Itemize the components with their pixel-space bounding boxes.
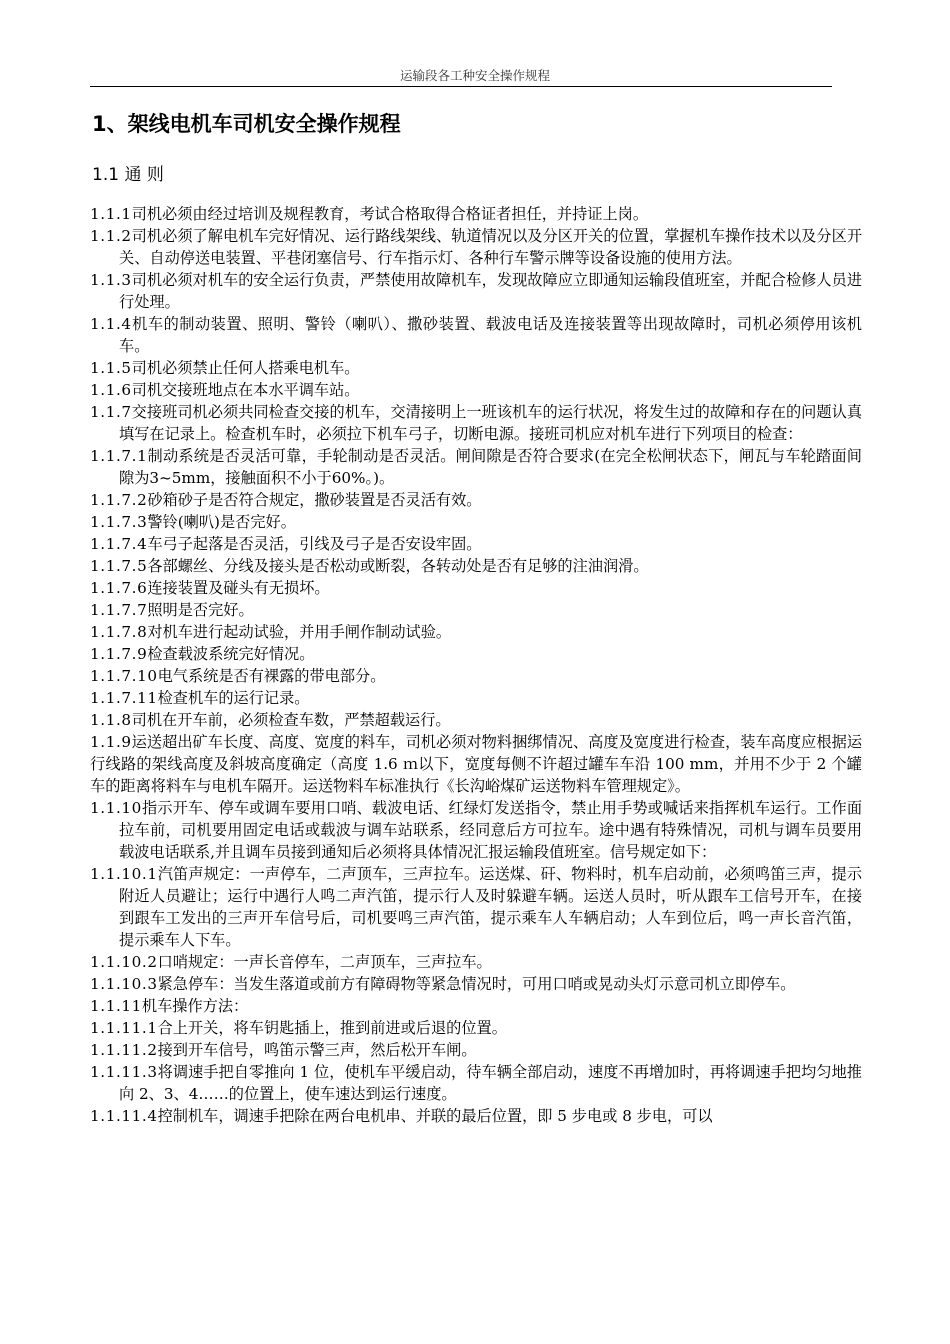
clause-paragraph [90, 313, 862, 357]
clause-paragraph [90, 951, 862, 973]
clause-paragraph [90, 445, 862, 489]
clause-text: 指示开车、停车或调车要用口哨、载波电话、红绿灯发送指令，禁止用手势或喊话来指挥机车运行。工作面拉车前，司机要用固定电话或载波与调车站联系，经同意后方可拉车。途中遇有特殊情况，司机与调车员要用载波电话联系,并且调车员接到通知后必须将具体情况汇报运输段值班室。信号规定如下： [119, 799, 862, 861]
clause-text: 接到开车信号，鸣笛示警三声，然后松开车闸。 [157, 1041, 477, 1059]
clause-text: 司机必须禁止任何人搭乘电机车。 [131, 359, 360, 377]
clause-text: 司机必须由经过培训及规程教育，考试合格取得合格证者担任，并持证上岗。 [131, 205, 649, 223]
clause-number: 1.1.7.7 [90, 601, 148, 619]
clause-text: 检查载波系统完好情况。 [147, 645, 315, 663]
clause-text: 各部螺丝、分线及接头是否松动或断裂，各转动处是否有足够的注油润滑。 [147, 557, 649, 575]
clause-number: 1.1.10.1 [90, 865, 158, 883]
clause-paragraph [90, 379, 862, 401]
clause-paragraph [90, 203, 862, 225]
clause-paragraph [90, 797, 862, 863]
clause-paragraph [90, 511, 862, 533]
clause-number: 1.1.7.6 [90, 579, 148, 597]
clause-text: 砂箱砂子是否符合规定，撒砂装置是否灵活有效。 [147, 491, 482, 509]
clause-paragraph [90, 577, 862, 599]
clause-paragraph [90, 1039, 862, 1061]
clause-text: 制动系统是否灵活可靠，手轮制动是否灵活。闸间隙是否符合要求(在完全松闸状态下，闸瓦与车轮踏面间隙为3~5mm，接触面积不小于60%。)。 [119, 447, 862, 487]
clause-paragraph [90, 709, 862, 731]
clause-text: 电气系统是否有裸露的带电部分。 [157, 667, 386, 685]
clause-number: 1.1.7 [90, 403, 132, 421]
clause-paragraph [90, 643, 862, 665]
clause-paragraph [90, 533, 862, 555]
clause-number: 1.1.5 [90, 359, 132, 377]
clause-text: 汽笛声规定：一声停车，二声顶车，三声拉车。运送煤、矸、物料时，机车启动前，必须鸣笛三声，提示附近人员避让；运行中遇行人鸣二声汽笛，提示行人及时躲避车辆。运送人员时，听从跟车工信号开车，在接到跟车工发出的三声开车信号后，司机要鸣三声汽笛，提示乘车人车辆启动；人车到位后，鸣一声长音汽笛，提示乘车人下车。 [119, 865, 862, 949]
clause-number: 1.1.1 [90, 205, 132, 223]
clause-number: 1.1.7.9 [90, 645, 148, 663]
clause-number: 1.1.3 [90, 271, 132, 289]
clause-text: 警铃(喇叭)是否完好。 [147, 513, 296, 531]
clause-text: 司机必须了解电机车完好情况、运行路线架线、轨道情况以及分区开关的位置，掌握机车操作技术以及分区开关、自动停送电装置、平巷闭塞信号、行车指示灯、各种行车警示牌等设备设施的使用方法。 [119, 227, 862, 267]
clause-number: 1.1.10 [90, 799, 142, 817]
clause-paragraph [90, 1017, 862, 1039]
clause-number: 1.1.7.1 [90, 447, 148, 465]
clause-number: 1.1.8 [90, 711, 132, 729]
clause-text: 司机交接班地点在本水平调车站。 [131, 381, 360, 399]
clause-text: 口哨规定：一声长音停车，二声顶车，三声拉车。 [157, 953, 492, 971]
clause-text: 机车操作方法： [141, 997, 249, 1015]
clause-text: 运送超出矿车长度、高度、宽度的料车，司机必须对物料捆绑情况、高度及宽度进行检查，装车高度应根据运行线路的架线高度及斜坡高度确定（高度 1.6 ｍ以下，宽度每侧不许超过罐车车沿 100 mm，并用不少于 2 个罐车的距离将料车与电机车隔开。运送物料车标准执行《长沟峪煤矿运送物料车管理规定》。 [90, 733, 862, 795]
clause-number: 1.1.10.2 [90, 953, 158, 971]
clause-number: 1.1.11.3 [90, 1063, 158, 1081]
clause-text: 检查机车的运行记录。 [157, 689, 310, 707]
header-rule [90, 86, 832, 87]
clause-paragraph [90, 269, 862, 313]
clause-number: 1.1.7.5 [90, 557, 148, 575]
clause-paragraph [90, 489, 862, 511]
clause-paragraph [90, 1061, 862, 1105]
clause-number: 1.1.7.8 [90, 623, 148, 641]
clause-paragraph [90, 863, 862, 951]
clause-paragraph [90, 621, 862, 643]
clause-paragraph [90, 687, 862, 709]
clause-number: 1.1.7.3 [90, 513, 148, 531]
clause-paragraph [90, 357, 862, 379]
clause-text: 交接班司机必须共同检查交接的机车，交清接明上一班该机车的运行状况，将发生过的故障和存在的问题认真填写在记录上。检查机车时，必须拉下机车弓子，切断电源。接班司机应对机车进行下列项目的检查： [119, 403, 862, 443]
running-header: 运输段各工种安全操作规程 [399, 68, 550, 83]
clause-number: 1.1.11.2 [90, 1041, 158, 1059]
clause-number: 1.1.11.4 [90, 1107, 158, 1125]
clause-number: 1.1.7.11 [90, 689, 158, 707]
clause-text: 对机车进行起动试验，并用手闸作制动试验。 [147, 623, 452, 641]
clause-paragraph [90, 555, 862, 577]
clause-number: 1.1.10.3 [90, 975, 158, 993]
clause-number: 1.1.7.4 [90, 535, 148, 553]
clause-number: 1.1.7.2 [90, 491, 148, 509]
clause-number: 1.1.9 [90, 733, 132, 751]
clause-text: 司机在开车前，必须检查车数，严禁超载运行。 [131, 711, 451, 729]
clause-text: 机车的制动装置、照明、警铃（喇叭）、撒砂装置、载波电话及连接装置等出现故障时，司机必须停用该机车。 [119, 315, 862, 355]
clause-text: 照明是否完好。 [147, 601, 254, 619]
clause-text: 合上开关，将车钥匙插上，推到前进或后退的位置。 [157, 1019, 507, 1037]
clause-number: 1.1.11.1 [90, 1019, 158, 1037]
clause-number: 1.1.2 [90, 227, 132, 245]
clause-paragraph [90, 225, 862, 269]
clause-number: 1.1.11 [90, 997, 142, 1015]
clause-text: 司机必须对机车的安全运行负责，严禁使用故障机车，发现故障应立即通知运输段值班室，并配合检修人员进行处理。 [119, 271, 862, 311]
clause-paragraph [90, 1105, 862, 1127]
document-body [90, 203, 862, 1127]
clause-text: 连接装置及碰头有无损坏。 [147, 579, 330, 597]
clause-paragraph [90, 401, 862, 445]
clause-number: 1.1.6 [90, 381, 132, 399]
clause-text: 紧急停车：当发生落道或前方有障碍物等紧急情况时，可用口哨或晃动头灯示意司机立即停车。 [157, 975, 796, 993]
clause-number: 1.1.4 [90, 315, 132, 333]
clause-paragraph [90, 995, 862, 1017]
document-title: 1、架线电机车司机安全操作规程 [92, 112, 401, 136]
clause-paragraph [90, 973, 862, 995]
clause-paragraph [90, 731, 862, 797]
clause-text: 将调速手把自零推向 1 位，使机车平缓启动，待车辆全部启动，速度不再增加时，再将调速手把均匀地推向 2、3、4……的位置上，使车速达到运行速度。 [119, 1063, 862, 1103]
clause-paragraph [90, 665, 862, 687]
clause-number: 1.1.7.10 [90, 667, 158, 685]
clause-text: 控制机车，调速手把除在两台电机串、并联的最后位置，即 5 步电或 8 步电，可以 [157, 1107, 713, 1125]
section-heading: 1.1 通 则 [92, 165, 164, 185]
clause-paragraph [90, 599, 862, 621]
clause-text: 车弓子起落是否灵活，引线及弓子是否安设牢固。 [147, 535, 482, 553]
